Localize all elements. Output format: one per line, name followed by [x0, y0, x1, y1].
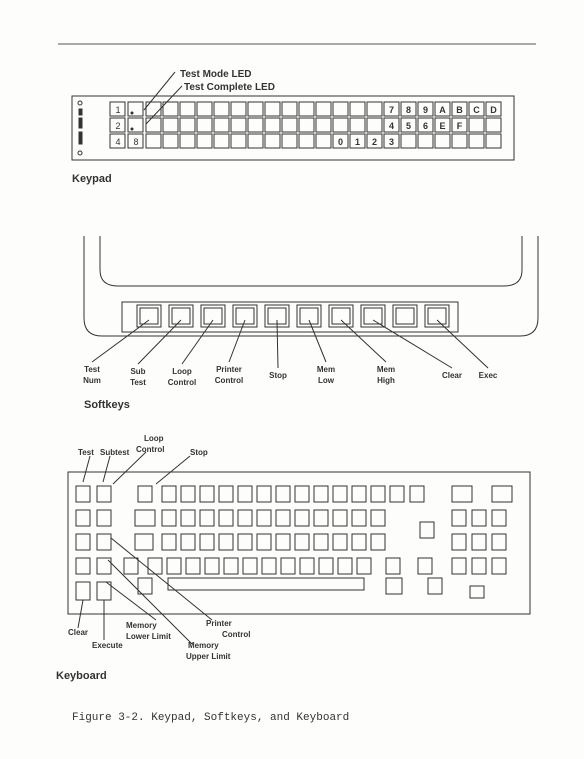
- keyboard-body: [68, 472, 530, 614]
- softkey-label: Mem: [316, 365, 336, 374]
- keypad-key[interactable]: [333, 102, 348, 116]
- keyboard-title: Keyboard: [56, 670, 107, 682]
- keypad-key[interactable]: [469, 134, 484, 148]
- keypad-indicator: [79, 109, 82, 115]
- keyboard-key[interactable]: [200, 534, 214, 550]
- softkey-face: [204, 308, 222, 324]
- keypad-key-label: 4: [388, 121, 395, 131]
- keyboard-key[interactable]: [390, 486, 404, 502]
- led-dot: [131, 112, 133, 114]
- keyboard-key[interactable]: [97, 510, 111, 526]
- keyboard-key[interactable]: [243, 558, 257, 574]
- led-dot: [131, 128, 133, 130]
- keypad-key-label: D: [490, 105, 497, 115]
- keypad-key-label: 1: [115, 105, 121, 115]
- keyboard-key[interactable]: [219, 486, 233, 502]
- keyboard-key[interactable]: [418, 558, 432, 574]
- keyboard-key[interactable]: [205, 558, 219, 574]
- keypad-key[interactable]: [350, 118, 365, 132]
- keyboard-key[interactable]: [162, 534, 176, 550]
- keypad-indicator: [79, 132, 82, 144]
- keypad-key[interactable]: [214, 102, 229, 116]
- keyboard-key[interactable]: [276, 510, 290, 526]
- keypad-key[interactable]: [452, 134, 467, 148]
- softkey-face: [300, 308, 318, 324]
- keypad-key[interactable]: [197, 118, 212, 132]
- keyboard-key[interactable]: [238, 486, 252, 502]
- keyboard-key[interactable]: [181, 510, 195, 526]
- keyboard-key[interactable]: [76, 582, 90, 600]
- keypad-indicator: [79, 118, 82, 128]
- softkey-face: [364, 308, 382, 324]
- keypad-key[interactable]: [163, 134, 178, 148]
- keyboard-key[interactable]: [333, 486, 347, 502]
- keypad-indicator: [78, 151, 82, 155]
- kb-label-mem-low-2: Lower Limit: [126, 632, 171, 641]
- keyboard-key[interactable]: [492, 534, 506, 550]
- softkey-label: Low: [318, 376, 334, 385]
- keyboard-key[interactable]: [352, 510, 366, 526]
- softkey-label: Loop: [172, 367, 192, 376]
- keyboard-key[interactable]: [135, 510, 155, 526]
- kb-label-mem-low-1: Memory: [126, 621, 157, 630]
- keyboard-key[interactable]: [333, 534, 347, 550]
- softkey-label: Num: [83, 376, 101, 385]
- keyboard-key[interactable]: [97, 534, 111, 550]
- keyboard-key[interactable]: [219, 510, 233, 526]
- softkey-face: [396, 308, 414, 324]
- keypad-key-label: 5: [405, 121, 412, 131]
- keypad-key[interactable]: [401, 134, 416, 148]
- keyboard-key[interactable]: [162, 486, 176, 502]
- keypad-key-label: 1: [354, 137, 361, 147]
- keyboard-key[interactable]: [470, 586, 484, 598]
- keypad-key[interactable]: [265, 102, 280, 116]
- keyboard-key[interactable]: [200, 510, 214, 526]
- keyboard-key[interactable]: [452, 510, 466, 526]
- keyboard-key[interactable]: [148, 558, 162, 574]
- keyboard-key[interactable]: [371, 486, 385, 502]
- softkey-pointer: [437, 320, 488, 368]
- softkey-label: Test: [130, 378, 146, 387]
- kb-label-printer-2: Control: [222, 630, 251, 639]
- kb-label-loop-2: Control: [136, 445, 165, 454]
- keypad-key[interactable]: [299, 134, 314, 148]
- kb-label-mem-up-1: Memory: [188, 641, 219, 650]
- test-mode-pointer: [144, 72, 175, 110]
- keyboard-key[interactable]: [76, 510, 90, 526]
- keypad-key[interactable]: [333, 118, 348, 132]
- keypad-key[interactable]: [367, 102, 382, 116]
- keypad-diagram: [72, 96, 514, 160]
- softkey-label: Exec: [478, 371, 498, 380]
- keypad-key[interactable]: [197, 134, 212, 148]
- keypad-key-label: 6: [422, 121, 429, 131]
- keypad-key[interactable]: [316, 118, 331, 132]
- test-complete-led-label: Test Complete LED: [184, 82, 275, 93]
- keypad-key[interactable]: [214, 134, 229, 148]
- test-mode-led-label: Test Mode LED: [180, 69, 252, 80]
- keyboard-key[interactable]: [162, 510, 176, 526]
- keypad-key[interactable]: [231, 118, 246, 132]
- keypad-key[interactable]: [418, 134, 433, 148]
- softkey-pointer: [341, 320, 386, 362]
- keypad-key-label: 3: [388, 137, 395, 147]
- keyboard-key[interactable]: [76, 558, 90, 574]
- keypad-key-label: 4: [115, 137, 121, 147]
- space-bar: [168, 578, 364, 590]
- keypad-key[interactable]: [248, 118, 263, 132]
- keypad-key[interactable]: [180, 134, 195, 148]
- softkey-face: [236, 308, 254, 324]
- keyboard-key[interactable]: [314, 486, 328, 502]
- keypad-key[interactable]: [486, 134, 501, 148]
- keypad-key-label: 7: [388, 105, 395, 115]
- keyboard-key[interactable]: [352, 534, 366, 550]
- keypad-key[interactable]: [469, 118, 484, 132]
- keypad-key[interactable]: [435, 134, 450, 148]
- keyboard-key[interactable]: [333, 510, 347, 526]
- keyboard-key[interactable]: [281, 558, 295, 574]
- keyboard-key[interactable]: [276, 534, 290, 550]
- softkey-label: Stop: [269, 371, 287, 380]
- keyboard-key[interactable]: [238, 534, 252, 550]
- keyboard-key[interactable]: [200, 486, 214, 502]
- keyboard-key[interactable]: [452, 486, 472, 502]
- kb-label-mem-up-2: Upper Limit: [186, 652, 231, 661]
- keypad-key-label: A: [439, 105, 446, 115]
- keypad-key-label: B: [456, 105, 463, 115]
- keypad-key-label: E: [439, 121, 446, 131]
- softkey-face: [332, 308, 350, 324]
- keypad-key-label: F: [456, 121, 463, 131]
- keypad-key[interactable]: [180, 102, 195, 116]
- monitor-screen: [100, 236, 522, 286]
- softkey-label: Test: [84, 365, 100, 374]
- keyboard-key[interactable]: [352, 486, 366, 502]
- keyboard-key[interactable]: [138, 486, 152, 502]
- softkeys-title: Softkeys: [84, 399, 130, 411]
- keypad-key-label: 8: [405, 105, 412, 115]
- figure-caption: Figure 3-2. Keypad, Softkeys, and Keyboard: [72, 712, 350, 724]
- softkey-label: High: [377, 376, 395, 385]
- keyboard-key[interactable]: [472, 558, 486, 574]
- softkey-label: Sub: [130, 367, 146, 376]
- softkey-face: [428, 308, 446, 324]
- keyboard-key[interactable]: [371, 510, 385, 526]
- keyboard-key[interactable]: [420, 522, 434, 538]
- keyboard-key[interactable]: [472, 510, 486, 526]
- keypad-key[interactable]: [299, 118, 314, 132]
- keyboard-key[interactable]: [238, 510, 252, 526]
- keypad-key-label: C: [473, 105, 480, 115]
- keypad-key[interactable]: [367, 118, 382, 132]
- keypad-key[interactable]: [180, 118, 195, 132]
- keyboard-key[interactable]: [410, 486, 424, 502]
- keyboard-key[interactable]: [97, 486, 111, 502]
- softkey-pointer: [229, 320, 245, 362]
- keypad-key[interactable]: [316, 134, 331, 148]
- keyboard-key[interactable]: [357, 558, 371, 574]
- keypad-key[interactable]: [214, 118, 229, 132]
- keypad-key[interactable]: [350, 102, 365, 116]
- keyboard-key[interactable]: [386, 578, 402, 594]
- keypad-key-label: 2: [371, 137, 378, 147]
- keypad-key[interactable]: [231, 134, 246, 148]
- kb-label-printer-1: Printer: [206, 619, 232, 628]
- softkey-label: Control: [167, 378, 197, 387]
- keyboard-key[interactable]: [319, 558, 333, 574]
- keypad-key[interactable]: [316, 102, 331, 116]
- keyboard-key[interactable]: [295, 486, 309, 502]
- keypad-key-label: 0: [337, 137, 344, 147]
- keypad-key[interactable]: [146, 134, 161, 148]
- keyboard-labels: [68, 434, 250, 661]
- kb-label-subtest: Subtest: [100, 448, 130, 457]
- keypad-indicator: [78, 101, 82, 105]
- keyboard-key[interactable]: [186, 558, 200, 574]
- kb-label-test: Test: [78, 448, 94, 457]
- keypad-key[interactable]: [282, 118, 297, 132]
- softkey-pointer: [309, 320, 326, 362]
- keypad-led-key[interactable]: [128, 102, 143, 116]
- keyboard-key[interactable]: [314, 510, 328, 526]
- keypad-key[interactable]: [282, 134, 297, 148]
- keypad-key-label: 9: [422, 105, 429, 115]
- kb-label-execute: Execute: [92, 641, 123, 650]
- keyboard-key[interactable]: [181, 534, 195, 550]
- keyboard-key[interactable]: [492, 558, 506, 574]
- keyboard-key[interactable]: [338, 558, 352, 574]
- keypad-key[interactable]: [299, 102, 314, 116]
- keypad-key[interactable]: [163, 118, 178, 132]
- keypad-key[interactable]: [486, 118, 501, 132]
- keyboard-key[interactable]: [76, 534, 90, 550]
- keyboard-key[interactable]: [472, 534, 486, 550]
- keyboard-key[interactable]: [262, 558, 276, 574]
- keypad-title: Keypad: [72, 173, 112, 185]
- keypad-key[interactable]: [248, 102, 263, 116]
- keypad-key[interactable]: [146, 118, 161, 132]
- keyboard-key[interactable]: [386, 558, 400, 574]
- softkey-face: [172, 308, 190, 324]
- keypad-key-label: 2: [115, 121, 121, 131]
- softkeys-diagram: [84, 236, 538, 368]
- keyboard-key[interactable]: [452, 558, 466, 574]
- keyboard-key[interactable]: [314, 534, 328, 550]
- kb-label-clear: Clear: [68, 628, 89, 637]
- keypad-key[interactable]: [265, 134, 280, 148]
- keypad-key[interactable]: [197, 102, 212, 116]
- keyboard-key[interactable]: [76, 486, 90, 502]
- keyboard-key[interactable]: [371, 534, 385, 550]
- keyboard-key[interactable]: [428, 578, 442, 594]
- keyboard-key[interactable]: [257, 534, 271, 550]
- softkey-label: Printer: [216, 365, 242, 374]
- keyboard-key[interactable]: [492, 510, 506, 526]
- softkey-label: Control: [214, 376, 244, 385]
- keyboard-key[interactable]: [492, 486, 512, 502]
- softkey-face: [140, 308, 158, 324]
- keyboard-key[interactable]: [135, 534, 153, 550]
- keyboard-key[interactable]: [124, 558, 138, 574]
- keyboard-key[interactable]: [295, 534, 309, 550]
- keypad-panel: [72, 96, 514, 160]
- keypad-key[interactable]: [282, 102, 297, 116]
- keyboard-key[interactable]: [219, 534, 233, 550]
- keyboard-key[interactable]: [167, 558, 181, 574]
- keypad-key-label: 8: [133, 137, 139, 147]
- keyboard-key[interactable]: [224, 558, 238, 574]
- keyboard-key[interactable]: [295, 510, 309, 526]
- keypad-key[interactable]: [248, 134, 263, 148]
- softkey-label: Clear: [441, 371, 463, 380]
- keyboard-key[interactable]: [276, 486, 290, 502]
- keyboard-diagram: [68, 452, 530, 644]
- keypad-led-key[interactable]: [128, 118, 143, 132]
- softkey-pointer: [92, 320, 149, 362]
- keyboard-key[interactable]: [181, 486, 195, 502]
- kb-label-loop-1: Loop: [144, 434, 164, 443]
- keyboard-key[interactable]: [452, 534, 466, 550]
- keypad-key[interactable]: [231, 102, 246, 116]
- keyboard-key[interactable]: [257, 510, 271, 526]
- keyboard-key[interactable]: [300, 558, 314, 574]
- keypad-key[interactable]: [265, 118, 280, 132]
- softkey-label: Mem: [376, 365, 396, 374]
- keyboard-key[interactable]: [257, 486, 271, 502]
- kb-label-stop: Stop: [190, 448, 208, 457]
